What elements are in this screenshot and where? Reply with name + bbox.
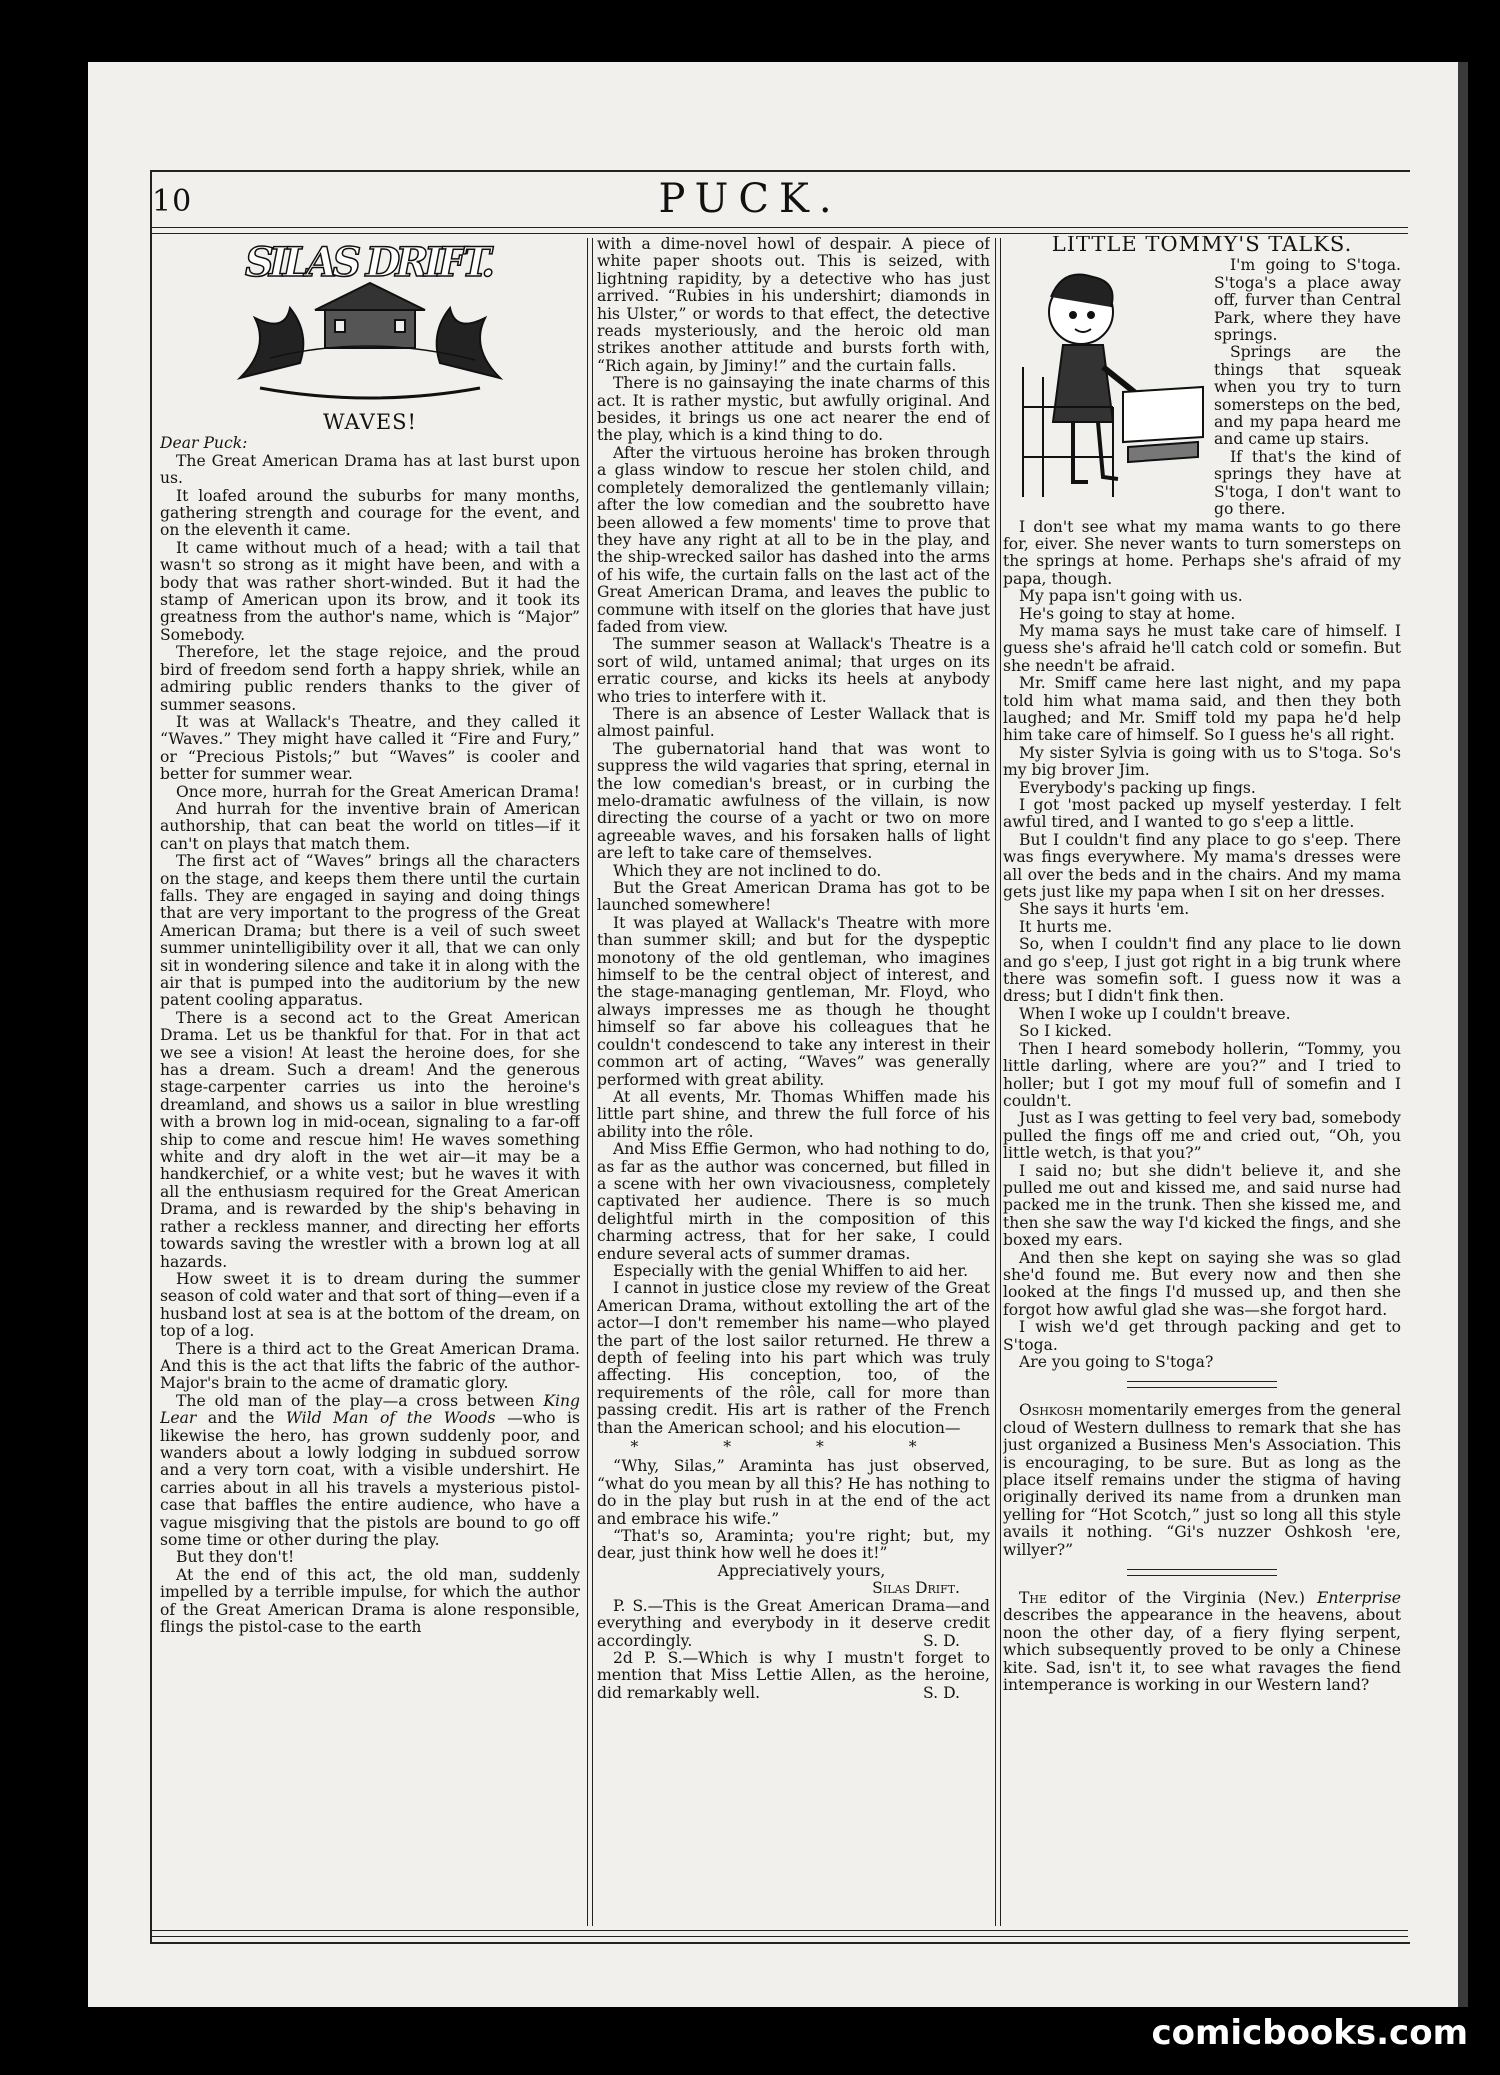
paragraph: When I woke up I couldn't breave. — [1019, 1004, 1291, 1023]
paragraph: with a dime-novel howl of despair. A piece of white paper shoots out. This is seized, with lightning rapidity, by a detective who has just arrived. “Rubies in his undershirt; diamonds in his Ulster,” or words to that effect, the detective reads mysteriously, and the heroic old man strikes another attitude and bursts forth with, “Rich again, by Jiminy!” and the curtain falls. — [597, 236, 990, 375]
article-title-waves: WAVES! — [323, 410, 417, 434]
paragraph-oshkosh — [1003, 1402, 1401, 1559]
paragraph: There is no gainsaying the inate charms of this act. It is rather mystic, but awfully original. And besides, it brings us one act nearer the end of the play, which is a kind thing to do. — [597, 374, 990, 445]
text-span: The old man of the play—a cross between — [176, 1391, 544, 1410]
column-little-tommy — [1003, 236, 1401, 1926]
paragraph: She says it hurts 'em. — [1019, 900, 1190, 919]
section-divider — [1127, 1381, 1277, 1388]
closing: Appreciatively yours, — [717, 1561, 886, 1580]
paragraph: But they don't! — [176, 1548, 295, 1567]
postscript-2 — [597, 1650, 990, 1702]
paragraph-editor — [1003, 1590, 1401, 1694]
paragraph: It was played at Wallack's Theatre with more than summer skill; and but for the dyspeptic monotony of the old gentleman, who imagines himself to be the central object of interest, and the stage-managing gentleman, Mr. Floyd, who always impresses me as though he thought himself so far above his colleagues that he couldn't condescend to take any interest in their common art of acting, “Waves” was generally performed with great ability. — [597, 913, 990, 1089]
paragraph: It was at Wallack's Theatre, and they called it “Waves.” They might have called it “Fire and Fury,” or “Precious Pistols;” but “Waves” is cooler and better for summer wear. — [160, 712, 580, 784]
paragraph: There is a second act to the Great American Drama. Let us be thankful for that. For in that act we see a vision! At least the heroine does, for she has a dream. Such a dream! And the generous stage-carpenter carries us into the heroine's dreamland, and shows us a sailor in blue wrestling with a brown log in mid-ocean, signaling to a far-off ship to come and rescue him! He waves something white and dry aloft in the wet air—it may be a handkerchief, or a white vest; but he waves it with all the enthusiasm required for the Great American Drama, and is rewarded by the ship's behaving in rather a reckless manner, and directing her efforts towards saving the wrestler with a brown log at all hazards. — [160, 1008, 580, 1271]
paragraph: My mama says he must take care of himself. I guess she's afraid he'll catch cold or somefin. But she needn't be afraid. — [1003, 621, 1401, 675]
salutation: Dear Puck: — [160, 434, 248, 453]
silas-drift-logo — [230, 238, 510, 408]
paragraph: The gubernatorial hand that was wont to suppress the wild vagaries that spring, eternal in the low comedian's breast, or in curbing the melo-dramatic awfulness of the villain, is now directing the course of a yacht or two on more agreeable waves, and his forsaken halls of light are left to take care of themselves. — [597, 739, 990, 863]
text-span: momentarily emerges from the general cloud of Western dullness to remark that she has just organized a Business Men's Association. This is encouraging, to be sure. But as long as the place itself remains under the stigma of having originally derived its name from a drunken man yelling for “Hot Scotch,” just so long all this style avails it nothing. “Gi's nuzzer Oshkosh 'ere, willyer?” — [1003, 1401, 1401, 1559]
paragraph: So, when I couldn't find any place to lie down and go s'eep, I just got right in a big trunk where there was somefin soft. I guess now it was a dress; but I didn't fink then. — [1003, 935, 1401, 1006]
paragraph: Are you going to S'toga? — [1019, 1353, 1214, 1371]
paragraph: I cannot in justice close my review of the Great American Drama, without extolling the art of the actor—I don't remember his name—who played the part of the lost sailor returned. He threw a depth of feeling into his part which was truly affecting. His conception, too, of the requirements of the rôle, call for more than passing credit. His art is rather of the French than the American school; and his elocution— — [597, 1279, 990, 1437]
paragraph: It came without much of a head; with a tail that wasn't so strong as it might have been, and with a body that was rather short-winded. But it had the stamp of American upon its brow, and it took its greatness from the author's name, which is “Major” Somebody. — [160, 538, 580, 644]
ps-initials: S. D. — [923, 1683, 960, 1702]
paragraph: Therefore, let the stage rejoice, and the proud bird of freedom send forth a happy shriek, while an admiring public renders thanks to the giver of summer seasons. — [160, 643, 580, 714]
masthead: PUCK. — [658, 176, 842, 222]
text-span: —who is likewise the hero, has grown suddenly poor, and wanders about a lowly lodging in subdued sorrow and a very torn coat, with a visible undershirt. He carries about in all his travels a mysterious pistol-case that baffles the entire audience, who have a vague misgiving that the pistols are bound to go off some time or other during the play. — [160, 1409, 580, 1549]
paragraph: There is a third act to the Great American Drama. And this is the act that lifts the fabric of the author-Major's brain to the acme of dramatic glory. — [160, 1339, 580, 1393]
paragraph: I wish we'd get through packing and get to S'toga. — [1003, 1318, 1401, 1354]
paragraph: The Great American Drama has at last burst upon us. — [160, 451, 580, 488]
paragraph: Just as I was getting to feel very bad, somebody pulled the fings off me and cried out, “Oh, you little wetch, is that you?” — [1003, 1109, 1401, 1163]
paragraph: I said no; but she didn't believe it, and she pulled me out and kissed me, and said nurse had packed me in the trunk. Then she kissed me, and then she saw the way I'd kicked the fings, and she boxed my ears. — [1003, 1161, 1401, 1250]
column-divider-2 — [995, 238, 1001, 1926]
paragraph: At the end of this act, the old man, suddenly impelled by a terrible impulse, for which the author of the Great American Drama is alone responsible, flings the pistol-case to the earth — [160, 1565, 580, 1637]
footer-rule — [150, 1930, 1408, 1937]
paragraph: Springs are the things that squeak when you try to turn somersteps on the bed, and my papa heard me and came up stairs. — [1214, 343, 1401, 449]
paragraph: And then she kept on saying she was so glad she'd found me. But every now and then she looked at the fings I'd mussed up, and then she forgot how awful glad she was—she forgot hard. — [1003, 1248, 1401, 1319]
paragraph: My sister Sylvia is going with us to S'toga. So's my big brover Jim. — [1003, 743, 1401, 780]
ps-text: 2d P. S.—Which is why I mustn't forget to mention that Miss Lettie Allen, as the heroine, did remarkably well. — [597, 1648, 990, 1702]
paragraph: The first act of “Waves” brings all the characters on the stage, and keeps them there until the curtain falls. They are engaged in saying and doing things that are very important to the progress of the Great American Drama; but there is a veil of such sweet summer unintelligibility over it all, that we can only sit in wondering silence and take it in along with the air that is pumped into the auditorium by the new patent cooling apparatus. — [160, 852, 580, 1010]
watermark: comicbooks.com — [1151, 2013, 1468, 2053]
header-rule — [150, 227, 1408, 234]
lead-word: Oshkosh — [1019, 1401, 1083, 1420]
column-silas-drift — [160, 236, 580, 1926]
paragraph: “Why, Silas,” Araminta has just observed, “what do you mean by all this? He has nothing to do in the play but rush in at the end of the act and embrace his wife.” — [597, 1457, 990, 1528]
paragraph: “That's so, Araminta; you're right; but, my dear, just think how well he does it!” — [597, 1527, 990, 1563]
paragraph: It loafed around the suburbs for many months, gathering strength and courage for the event, and on the eleventh it came. — [160, 486, 580, 540]
paragraph: Especially with the genial Whiffen to aid her. — [613, 1261, 969, 1280]
paragraph: Which they are not inclined to do. — [613, 861, 882, 880]
paragraph: But the Great American Drama has got to be launched somewhere! — [597, 879, 990, 915]
paragraph: At all events, Mr. Thomas Whiffen made his little part shine, and threw the full force of his ability into the rôle. — [597, 1087, 990, 1141]
text-span: editor of the Virginia (Nev.) — [1047, 1589, 1317, 1608]
paragraph: I'm going to S'toga. S'toga's a place away off, furver than Central Park, where they have springs. — [1214, 256, 1401, 345]
paragraph: But I couldn't find any place to go s'eep. There was fings everywhere. My mama's dresses were all over the beds and in the chairs. And my mama gets just like my papa when I sit on her dresses. — [1003, 830, 1401, 902]
signature: Silas Drift. — [872, 1579, 960, 1598]
paragraph: I got 'most packed up myself yesterday. I felt awful tired, and I wanted to go s'eep a little. — [1003, 796, 1401, 832]
paragraph: How sweet it is to dream during the summer season of cold water and that sort of thing—even if a husband lost at sea is at the bottom of the dream, on top of a log. — [160, 1269, 580, 1341]
newspaper-title: Enterprise — [1316, 1589, 1401, 1608]
postscript-1 — [597, 1598, 990, 1650]
section-divider — [1127, 1569, 1277, 1576]
silas-logo-text: SILAS DRIFT. — [245, 239, 495, 286]
paragraph: It hurts me. — [1019, 917, 1113, 936]
column-waves-continued — [597, 236, 990, 1926]
ps-initials: S. D. — [923, 1631, 960, 1650]
paragraph: Then I heard somebody hollerin, “Tommy, you little darling, where are you?” and I tried to holler; but I got my mouf full of somefin and I couldn't. — [1003, 1039, 1401, 1110]
paragraph: And hurrah for the inventive brain of American authorship, that can beat the world on titles—if it can't on plays that match them. — [160, 799, 580, 853]
paragraph: My papa isn't going with us. — [1019, 587, 1243, 606]
paragraph: He's going to stay at home. — [1019, 604, 1236, 623]
paragraph: The summer season at Wallack's Theatre is a sort of wild, untamed animal; that urges on its erratic course, and kicks its heels at anybody who tries to interfere with it. — [597, 635, 990, 706]
text-span: describes the appearance in the heavens, about noon the other day, of a fiery flying serpent, which subsequently proved to be only a Chinese kite. Sad, isn't it, to see what ravages the fiend intemperance is working in our Western land? — [1003, 1606, 1401, 1695]
paragraph: So I kicked. — [1019, 1022, 1112, 1041]
title-wild-man: Wild Man of the Woods — [285, 1409, 496, 1428]
paragraph: If that's the kind of springs they have at S'toga, I don't want to go there. — [1214, 447, 1401, 519]
title-king-lear: King Lear — [160, 1391, 580, 1428]
paragraph: And Miss Effie Germon, who had nothing to do, as far as the author was concerned, but filled in a scene with her own vivaciousness, completely captivated her audience. There is so much delightful mirth in the composition of this charming actress, that for her sake, I could endure several acts of summer dramas. — [597, 1140, 990, 1263]
section-break-stars: * * * * — [630, 1438, 957, 1457]
lead-word: The — [1019, 1589, 1048, 1608]
article-title-tommy: LITTLE TOMMY'S TALKS. — [1051, 236, 1353, 256]
page-number: 10 — [152, 184, 193, 219]
paragraph-old-man — [160, 1393, 580, 1550]
paragraph: There is an absence of Lester Wallack that is almost painful. — [597, 704, 990, 741]
paragraph: Mr. Smiff came here last night, and my papa told him what mama said, and then they both laughed; and Mr. Smiff told my papa he'd help him take care of himself. So I guess he's all right. — [1003, 674, 1401, 745]
tommy-illustration — [1003, 257, 1208, 507]
paragraph: I don't see what my mama wants to go there for, eiver. She never wants to turn somersteps on the springs at home. Perhaps she's afraid of my papa, though. — [1003, 517, 1401, 588]
text-span: and the — [196, 1409, 286, 1428]
column-divider-1 — [587, 238, 593, 1926]
ps-text: P. S.—This is the Great American Drama—and everything and everybody in it deserve credit accordingly. — [597, 1596, 990, 1650]
paragraph: After the virtuous heroine has broken through a glass window to rescue her stolen child, and completely demoralized the gentlemanly villain; after the low comedian and the soubretto have been allowed a few moments' time to prove that they have any right at all to be in the play, and the ship-wrecked sailor has dashed into the arms of his wife, the curtain falls on the last act of the Great American Drama, and leaves the public to commune with itself on the glories that have just faded from view. — [597, 443, 990, 636]
paragraph: Once more, hurrah for the Great American Drama! — [176, 782, 580, 801]
paragraph: Everybody's packing up fings. — [1019, 778, 1256, 797]
